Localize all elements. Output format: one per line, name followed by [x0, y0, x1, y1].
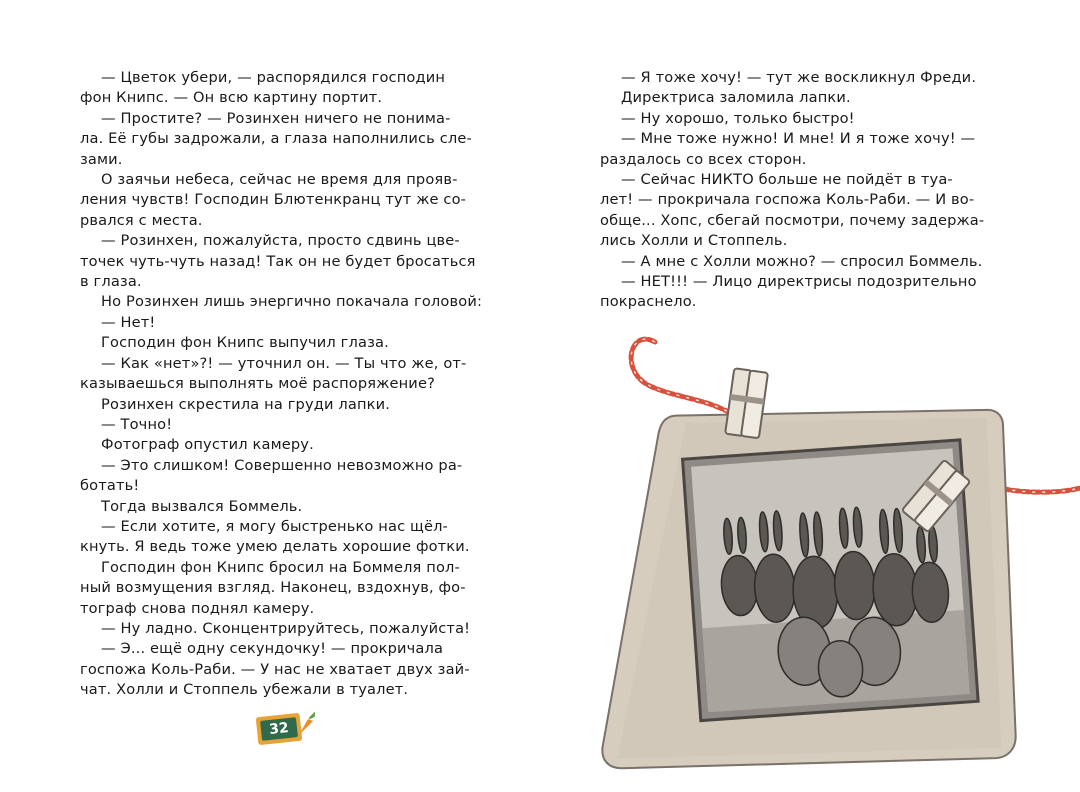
text-line: рвался с места. [80, 211, 203, 229]
text-line: — Я тоже хочу! — тут же воскликнул Фреди. [621, 69, 977, 86]
left-page-text [80, 68, 482, 701]
text-line: Господин фон Книпс бросил на Боммеля пол- [101, 558, 460, 576]
text-line: — Если хотите, я могу быстренько нас щёл- [101, 517, 448, 535]
text-line: — Это слишком! Совершенно невозможно ра- [101, 456, 463, 474]
text-line: — Розинхен, пожалуйста, просто сдвинь цве- [101, 232, 460, 250]
text-line: — Ну ладно. Сконцентрируйтесь, пожалуйста! [101, 619, 471, 637]
text-line: — Точно! [101, 415, 173, 433]
text-line: зами. [80, 150, 123, 168]
page-number-badge [255, 711, 315, 751]
text-line: — Э... ещё одну секундочку! — прокричала [101, 640, 444, 658]
text-line: — А мне с Холли можно? — спросил Боммель. [621, 252, 983, 270]
text-line: фон Книпс. — Он всю картину портит. [80, 89, 383, 107]
text-line: ла. Её губы задрожали, а глаза наполнились сле- [80, 130, 472, 148]
text-line: чат. Холли и Стоппель убежали в туалет. [80, 681, 409, 699]
text-line: раздалось со всех сторон. [600, 150, 807, 168]
text-line: госпожа Коль-Раби. — У нас не хватает двух зай- [80, 660, 470, 678]
text-line: — Ну хорошо, только быстро! [621, 109, 855, 127]
text-line: — Простите? — Розинхен ничего не понима- [101, 109, 451, 127]
text-line: ботать! [80, 477, 140, 495]
text-line: Фотограф опустил камеру. [101, 436, 314, 454]
photo-frame [579, 393, 1026, 786]
text-line: Господин фон Книпс выпучил глаза. [101, 334, 389, 352]
page-number: 32 [268, 720, 290, 738]
text-line: — Цветок убери, — распорядился господин [101, 69, 446, 86]
text-line: точек чуть-чуть назад! Так он не будет бросаться [80, 252, 476, 270]
text-line: Но Розинхен лишь энергично покачала головой: [101, 293, 483, 311]
text-line: — Как «нет»?! — уточнил он. — Ты что же, от- [101, 354, 467, 372]
text-line: покраснело. [600, 293, 697, 311]
text-line: Тогда вызвался Боммель. [101, 497, 303, 515]
text-line: — Нет! [101, 313, 156, 331]
text-line: Директриса заломила лапки. [621, 89, 851, 107]
hanging-photo-illustration [570, 330, 1080, 792]
text-line: в глаза. [80, 273, 142, 291]
text-line: обще... Хопс, сбегай посмотри, почему задержа- [600, 211, 985, 229]
text-line: казываешься выполнять моё распоряжение? [80, 375, 435, 393]
text-line: — НЕТ!!! — Лицо директрисы подозрительно [621, 273, 977, 291]
text-line: кнуть. Я ведь тоже умею делать хорошие фотки. [80, 538, 470, 556]
text-line: ный возмущения взгляд. Наконец, вздохнув, фо- [80, 579, 466, 597]
text-line: Розинхен скрестила на груди лапки. [101, 395, 391, 413]
right-page-text [600, 68, 1002, 313]
text-line: ления чувств! Господин Блютенкранц тут же со- [80, 191, 467, 209]
text-line: О заячьи небеса, сейчас не время для прояв- [101, 171, 458, 189]
text-line: — Сейчас НИКТО больше не пойдёт в туа- [621, 171, 953, 189]
text-line: — Мне тоже нужно! И мне! И я тоже хочу! — [621, 130, 976, 148]
text-line: лись Холли и Стоппель. [600, 232, 788, 250]
text-line: тограф снова поднял камеру. [80, 599, 315, 617]
text-line: лет! — прокричала госпожа Коль-Раби. — И во- [600, 191, 975, 209]
